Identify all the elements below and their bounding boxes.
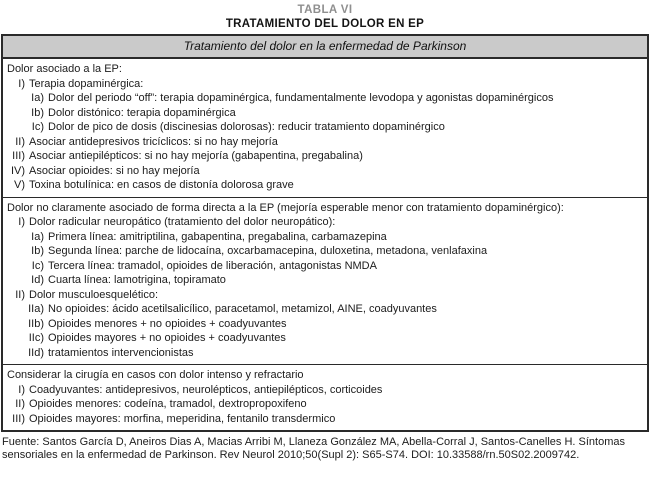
line-text: Dolor radicular neuropático (tratamiento del dolor neuropático): — [29, 216, 336, 228]
line-text: Dolor del periodo “off”: terapia dopaminérgica, fundamentalmente levodopa y agonistas dopaminérgicos — [48, 92, 554, 104]
line-numeral: II) — [15, 288, 25, 301]
line-text: Primera línea: amitriptilina, gabapentina, pregabalina, carbamazepina — [48, 230, 387, 243]
line-numeral: Ic) — [31, 259, 44, 272]
line-numeral: Ib) — [31, 245, 44, 257]
table-section-pain-not-associated — [3, 197, 647, 365]
line-text: tratamientos intervencionistas — [48, 346, 194, 359]
line-numeral: I) — [18, 77, 25, 90]
table-number-label: TABLA VI — [297, 4, 353, 16]
line-numeral: Ia) — [31, 92, 44, 104]
line-text: Considerar la cirugía en casos con dolor intenso y refractario — [7, 369, 304, 381]
table-line — [7, 164, 643, 179]
table-line — [7, 346, 643, 361]
line-text: Tercera línea: tramadol, opioides de liberación, antagonistas NMDA — [48, 259, 377, 272]
line-numeral: IId) — [28, 346, 44, 359]
table-line — [7, 215, 643, 230]
line-text: Terapia dopaminérgica: — [29, 77, 144, 90]
table-line — [7, 259, 643, 274]
line-text: No opioides: ácido acetilsalicílico, paracetamol, metamizol, AINE, coadyuvantes — [48, 303, 437, 315]
line-text: Opioides menores: codeína, tramadol, dextropropoxifeno — [29, 398, 307, 410]
source-citation: Fuente: Santos García D, Aneiros Dias A, Macias Arribi M, Llaneza González MA, Abella-Corral J, Santos-Canelles H. Síntomas sensoriales en la enfermedad de Parkinson. Rev Neurol 2010;50(Supl 2): S65-S74. DOI: 10.33588/rn.50S02.2009742. — [2, 436, 625, 461]
line-text: Coadyuvantes: antidepresivos, neurolépticos, antiepilépticos, corticoides — [29, 383, 383, 396]
line-text: Asociar opioides: si no hay mejoría — [29, 164, 200, 177]
table-line — [7, 412, 643, 427]
table-line — [7, 106, 643, 121]
table-line — [7, 288, 643, 303]
line-numeral: IV) — [10, 164, 25, 177]
table-line — [7, 178, 643, 193]
line-text: Dolor asociado a la EP: — [7, 63, 122, 75]
line-text: Toxina botulínica: en casos de distonía dolorosa grave — [29, 179, 294, 191]
table-line — [7, 149, 643, 164]
line-numeral: I) — [18, 216, 25, 228]
line-numeral: III) — [12, 412, 25, 425]
line-numeral: II) — [15, 398, 25, 410]
table-line — [7, 368, 643, 383]
line-text: Asociar antidepresivos tricíclicos: si no hay mejoría — [29, 135, 278, 148]
line-numeral: Ib) — [31, 106, 44, 119]
line-text: Dolor distónico: terapia dopaminérgica — [48, 106, 236, 119]
table-line — [7, 77, 643, 92]
table-line — [7, 62, 643, 77]
line-numeral: IIc) — [28, 332, 44, 344]
line-text: Opioides mayores: morfina, meperidina, fentanilo transdermico — [29, 412, 336, 425]
table-caption — [0, 0, 650, 31]
line-numeral: V) — [14, 179, 25, 191]
table-line — [7, 201, 643, 216]
line-text: Asociar antiepilépticos: si no hay mejoría (gabapentina, pregabalina) — [29, 150, 363, 162]
line-text: Opioides mayores + no opioides + coadyuvantes — [48, 332, 286, 344]
line-numeral: Ia) — [31, 230, 44, 243]
table-line — [7, 135, 643, 150]
line-text: Opioides menores + no opioides + coadyuvantes — [48, 317, 287, 330]
treatment-table — [1, 34, 649, 432]
line-numeral: III) — [12, 150, 25, 162]
table-line — [7, 120, 643, 135]
table-line — [7, 331, 643, 346]
line-numeral: IIb) — [28, 317, 44, 330]
table-line — [7, 302, 643, 317]
line-text: Cuarta línea: lamotrigina, topiramato — [48, 274, 226, 286]
table-title: TRATAMIENTO DEL DOLOR EN EP — [225, 18, 425, 30]
line-numeral: Id) — [31, 274, 44, 286]
line-text: Dolor no claramente asociado de forma directa a la EP (mejoría esperable menor con tratamiento dopaminérgico): — [7, 201, 564, 214]
table-line — [7, 91, 643, 106]
table-section-pain-associated — [3, 59, 647, 197]
table-line — [7, 397, 643, 412]
line-text: Dolor musculoesquelético: — [29, 288, 159, 301]
table-line — [7, 273, 643, 288]
table-header-row: Tratamiento del dolor en la enfermedad de Parkinson — [3, 36, 647, 59]
line-numeral: II) — [15, 135, 25, 148]
table-section-surgery — [3, 364, 647, 430]
line-text: Segunda línea: parche de lidocaína, oxcarbamacepina, duloxetina, metadona, venlafaxina — [48, 245, 488, 257]
line-numeral: Ic) — [31, 121, 44, 133]
line-numeral: IIa) — [28, 303, 44, 315]
table-line — [7, 383, 643, 398]
table-line — [7, 317, 643, 332]
table-line — [7, 244, 643, 259]
table-line — [7, 230, 643, 245]
line-text: Dolor de pico de dosis (discinesias dolorosas): reducir tratamiento dopaminérgico — [48, 121, 445, 133]
line-numeral: I) — [18, 383, 25, 396]
